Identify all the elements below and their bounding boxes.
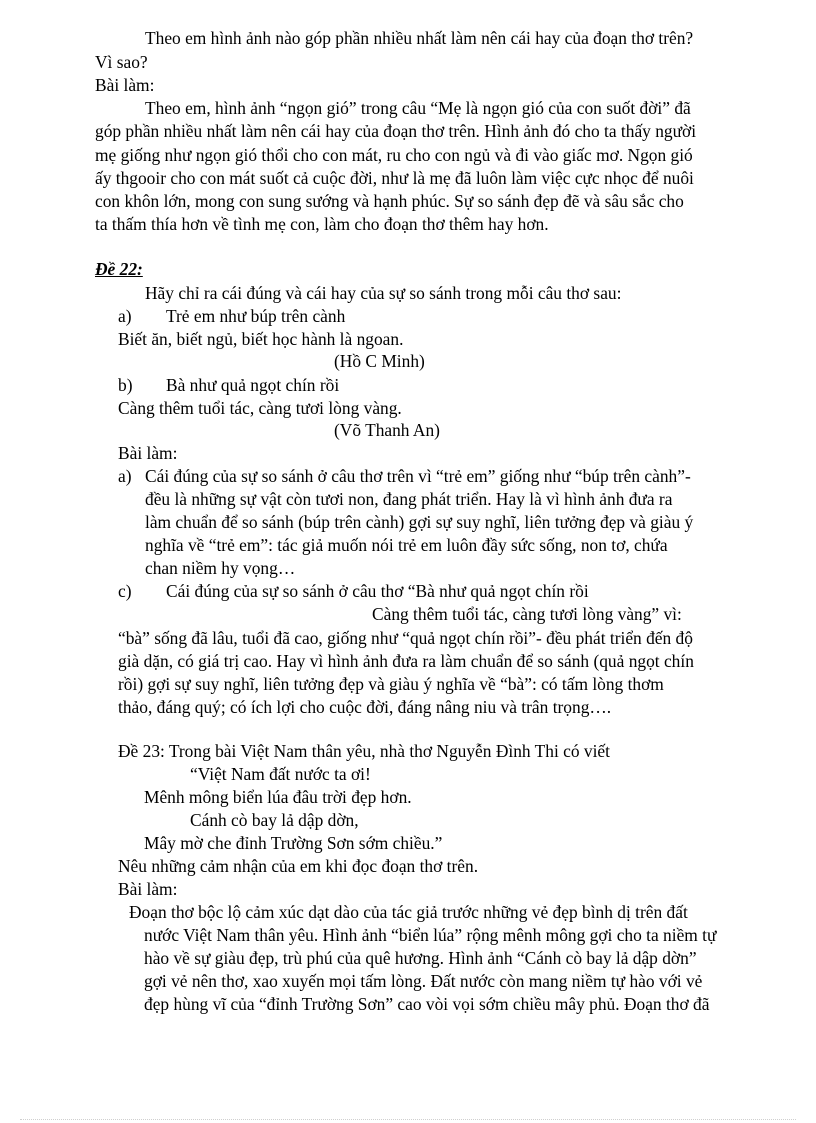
paragraph-line: “bà” sống đã lâu, tuổi đã cao, giống như “quả ngọt chín rồi”- đều phát triển đến độ [118, 628, 693, 648]
paragraph-line: làm chuẩn để so sánh (búp trên cành) gợi sự suy nghĩ, liên tưởng đẹp và giàu ý [145, 512, 694, 532]
poem-line: Bà như quả ngọt chín rồi [166, 375, 340, 395]
page-divider [20, 1119, 796, 1120]
paragraph-line: nghĩa về “trẻ em”: tác giả muốn nói trẻ em luôn đầy sức sống, non tơ, chứa [145, 535, 668, 555]
paragraph-line: đẹp hùng vĩ của “đỉnh Trường Sơn” cao vòi vọi sớm chiều mây phủ. Đoạn thơ đã [144, 994, 710, 1014]
paragraph-line: Cái đúng của sự so sánh ở câu thơ trên vì “trẻ em” giống như “búp trên cành”- [145, 466, 691, 486]
paragraph-line: thảo, đáng quý; có ích lợi cho cuộc đời, đáng nâng niu và trân trọng…. [118, 697, 612, 717]
exercise-prompt: Hãy chỉ ra cái đúng và cái hay của sự so sánh trong mỗi câu thơ sau: [145, 283, 622, 303]
poem-line: Mênh mông biển lúa đâu trời đẹp hơn. [144, 787, 412, 807]
paragraph-line: đều là những sự vật còn tươi non, đang phát triển. Hay là vì hình ảnh đưa ra [145, 489, 673, 509]
paragraph-line: Đoạn thơ bộc lộ cảm xúc dạt dào của tác giả trước những vẻ đẹp bình dị trên đất [129, 902, 688, 922]
paragraph-line: góp phần nhiều nhất làm nên cái hay của đoạn thơ trên. Hình ảnh đó cho ta thấy người [95, 121, 697, 141]
paragraph-line: già dặn, có giá trị cao. Hay vì hình ảnh đưa ra làm chuẩn để so sánh (quả ngọt chín [118, 651, 694, 671]
paragraph-line: nước Việt Nam thân yêu. Hình ảnh “biển lúa” rộng mênh mông gợi cho ta niềm tự [144, 925, 717, 945]
poem-author: (Hồ C Minh) [334, 351, 425, 371]
answer-label: Bài làm: [95, 75, 155, 95]
question-line: Theo em hình ảnh nào góp phần nhiều nhất làm nên cái hay của đoạn thơ trên? [145, 28, 694, 48]
list-marker: a) [118, 306, 132, 326]
poem-line: “Việt Nam đất nước ta ơi! [190, 764, 371, 784]
paragraph-line: ấy thgooir cho con mát suốt cả cuộc đời, như là mẹ đã luôn làm việc cực nhọc để nuôi [95, 168, 694, 188]
poem-line: Trẻ em như búp trên cành [166, 306, 346, 326]
poem-line: Cánh cò bay lả dập dờn, [190, 810, 359, 830]
list-marker: c) [118, 581, 132, 601]
paragraph-line: chan niềm hy vọng… [145, 558, 296, 578]
paragraph-line: con khôn lớn, mong con sung sướng và hạnh phúc. Sự so sánh đẹp đẽ và sâu sắc cho [95, 191, 684, 211]
list-marker: b) [118, 375, 133, 395]
paragraph-line: hào về sự giàu đẹp, trù phú của quê hương. Hình ảnh “Cánh cò bay lả dập dờn” [144, 948, 697, 968]
paragraph-line: Càng thêm tuổi tác, càng tươi lòng vàng” vì: [372, 604, 682, 624]
paragraph-line: mẹ giống như ngọn gió thổi cho con mát, ru cho con ngủ và đi vào giấc mơ. Ngọn gió [95, 145, 693, 165]
list-marker: a) [118, 466, 132, 486]
answer-label: Bài làm: [118, 443, 178, 463]
paragraph-line: Theo em, hình ảnh “ngọn gió” trong câu “Mẹ là ngọn gió của con suốt đời” đã [145, 98, 691, 118]
poem-line: Mây mờ che đỉnh Trường Sơn sớm chiều.” [144, 833, 443, 853]
paragraph-line: rồi) gợi sự suy nghĩ, liên tưởng đẹp và giàu ý nghĩa về “bà”: có tấm lòng thơm [118, 674, 664, 694]
poem-author: (Võ Thanh An) [334, 420, 440, 440]
answer-label: Bài làm: [118, 879, 178, 899]
paragraph-line: Cái đúng của sự so sánh ở câu thơ “Bà như quả ngọt chín rồi [166, 581, 589, 601]
exercise-prompt: Nêu những cảm nhận của em khi đọc đoạn thơ trên. [118, 856, 479, 876]
exercise-heading: Đề 22: [95, 259, 143, 279]
exercise-intro: Đề 23: Trong bài Việt Nam thân yêu, nhà thơ Nguyễn Đình Thi có viết [118, 741, 610, 761]
paragraph-line: ta thấm thía hơn về tình mẹ con, làm cho đoạn thơ thêm hay hơn. [95, 214, 549, 234]
paragraph-line: gợi vẻ nên thơ, xao xuyến mọi tấm lòng. Đất nước còn mang niềm tự hào với vẻ [144, 971, 703, 991]
poem-line: Càng thêm tuổi tác, càng tươi lòng vàng. [118, 398, 402, 418]
poem-line: Biết ăn, biết ngủ, biết học hành là ngoan. [118, 329, 404, 349]
question-line: Vì sao? [95, 52, 148, 72]
